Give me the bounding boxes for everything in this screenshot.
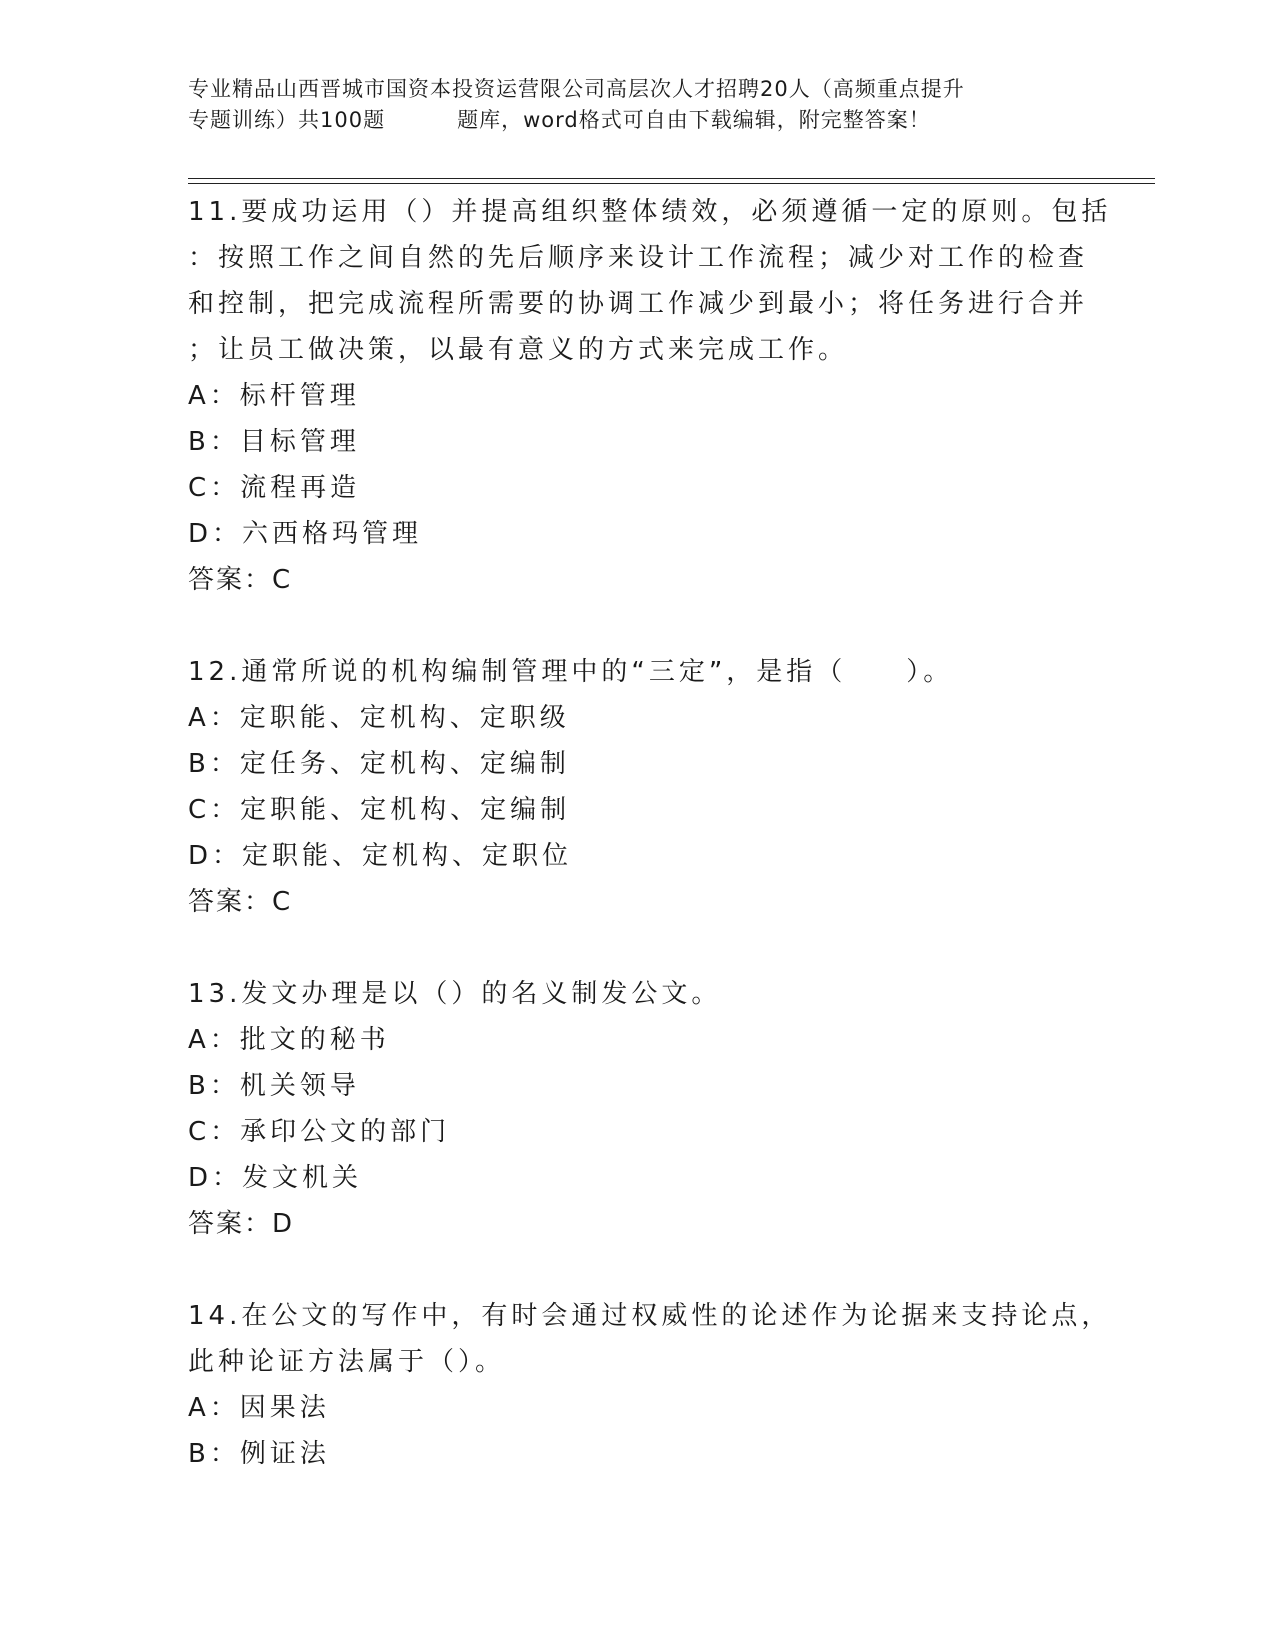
question-11 bbox=[188, 189, 1112, 603]
option-a: A：标杆管理 bbox=[188, 381, 360, 411]
header-title-line-2-left: 专题训练）共100题 bbox=[188, 108, 386, 132]
question-stem-line: 14.在公文的写作中，有时会通过权威性的论述作为论据来支持论点， bbox=[188, 1301, 1112, 1331]
option-a: A：因果法 bbox=[188, 1393, 330, 1423]
option-c: C：流程再造 bbox=[188, 473, 361, 503]
option-c: C：承印公文的部门 bbox=[188, 1117, 451, 1147]
question-list bbox=[188, 189, 1112, 1477]
header-divider-bottom bbox=[188, 183, 1155, 184]
header-title-line-2 bbox=[188, 105, 1088, 136]
option-b: B：机关领导 bbox=[188, 1071, 360, 1101]
question-stem-line: ：按照工作之间自然的先后顺序来设计工作流程；减少对工作的检查 bbox=[188, 243, 1089, 273]
question-stem-line: ；让员工做决策，以最有意义的方式来完成工作。 bbox=[188, 335, 849, 365]
option-d: D：定职能、定机构、定职位 bbox=[188, 841, 573, 871]
answer-line: 答案：C bbox=[188, 887, 293, 917]
question-stem-line: 12.通常所说的机构编制管理中的“三定”，是指（ ）。 bbox=[188, 657, 954, 687]
option-b: B：目标管理 bbox=[188, 427, 360, 457]
question-stem-line: 和控制，把完成流程所需要的协调工作减少到最小；将任务进行合并 bbox=[188, 289, 1089, 319]
option-b: B：例证法 bbox=[188, 1439, 330, 1469]
option-a: A：定职能、定机构、定职级 bbox=[188, 703, 570, 733]
question-stem-line: 11.要成功运用（）并提高组织整体绩效，必须遵循一定的原则。包括 bbox=[188, 197, 1112, 227]
header-divider-top bbox=[188, 178, 1155, 179]
question-12 bbox=[188, 649, 1088, 925]
question-stem-line: 此种论证方法属于（）。 bbox=[188, 1347, 506, 1377]
option-c: C：定职能、定机构、定编制 bbox=[188, 795, 571, 825]
option-d: D：六西格玛管理 bbox=[188, 519, 423, 549]
option-b: B：定任务、定机构、定编制 bbox=[188, 749, 570, 779]
header-title-line-2-right: 题库，word格式可自由下载编辑，附完整答案！ bbox=[457, 108, 931, 132]
question-14 bbox=[188, 1293, 1112, 1477]
question-stem-line: 13.发文办理是以（）的名义制发公文。 bbox=[188, 979, 722, 1009]
option-a: A：批文的秘书 bbox=[188, 1025, 390, 1055]
document-header bbox=[188, 74, 1088, 136]
header-title-line-1: 专业精品山西晋城市国资本投资运营限公司高层次人才招聘20人（高频重点提升 bbox=[188, 77, 965, 101]
answer-line: 答案：C bbox=[188, 565, 293, 595]
question-13 bbox=[188, 971, 1088, 1247]
answer-line: 答案：D bbox=[188, 1209, 295, 1239]
option-d: D：发文机关 bbox=[188, 1163, 363, 1193]
